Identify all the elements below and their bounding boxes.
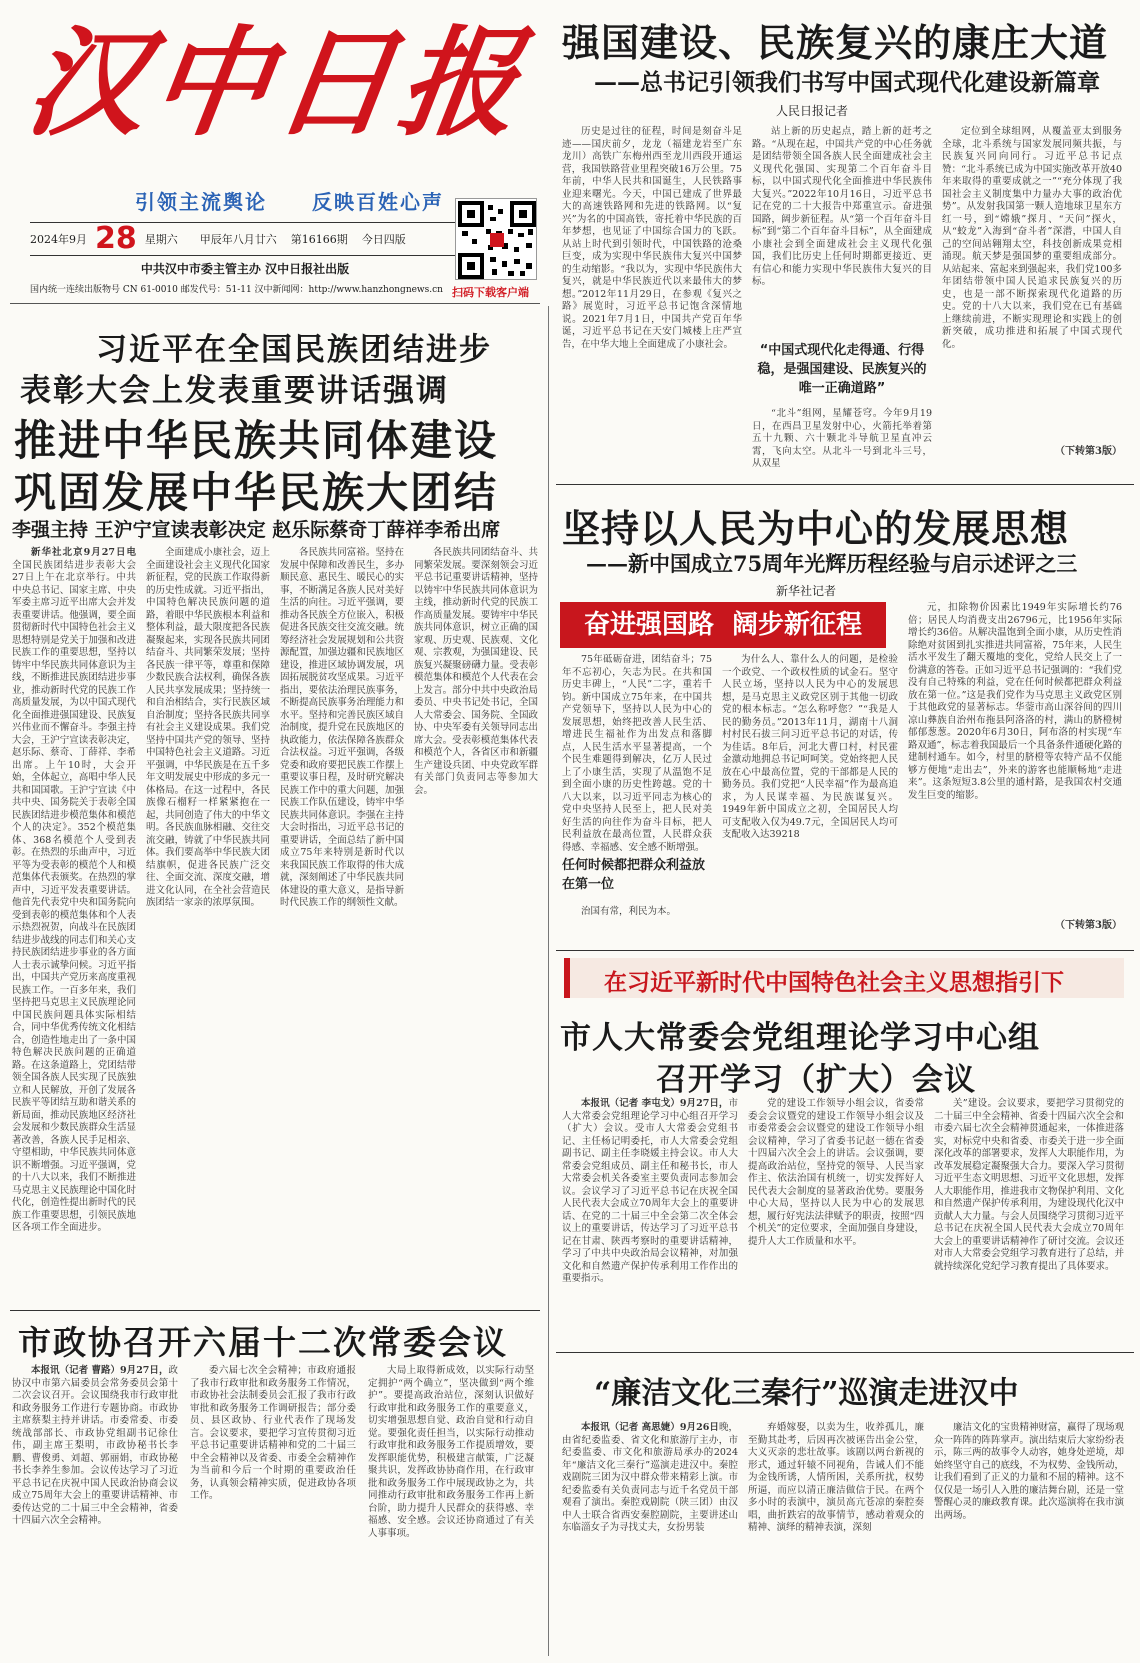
lead-text-1: 全国民族团结进步表彰大会27日上午在北京举行。中共中央总书记、国家主席、中央军委主席习近平出席大会并发表重要讲话。他强调，要全面贯彻新时代中国特色社会主义思想特别是党关于加强和改进民族工作的重要思想，坚持以铸牢中华民族共同体意识为主线，不断推进民族团结进步事业，推动新时代党的民族工作高质量发展，为以中国式现代化全面推进强国建设、民族复兴伟业而不懈奋斗。李强主持大会，王沪宁宣读表彰决定，赵乐际、蔡奇、丁薛祥、李希出席。上午10时，大会开始，全体起立，高唱中华人民共和国国歌。王沪宁宣读《中共中央、国务院关于表彰全国民族团结进步模范集体和模范个人的决定》。352个模范集体、368名模范个人受到表彰。在热烈的乐曲声中，习近平等为受表彰的模范个人和模范集体代表颁奖。在热烈的掌声中，习近平发表重要讲话。他首先代表党中央和国务院向受到表彰的模范集体和个人表示热烈祝贺，向战斗在民族团结进步战线的同志们和关心支持民族团结进步事业的各方面人士表示诚挚问候。习近平指出，中国共产党历来高度重视民族工作。一百多年来，我们坚持把马克思主义民族理论同中国民族问题具体实际相结合，同中华优秀传统文化相结合，创造性地走出了一条中国特色解决民族问题的正确道路。在这条道路上，党团结带领全国各族人民实现了民族独立和人民解放，开创了发展各民族平等团结互助和谐关系的新局面，推动民族地区经济社会发展和少数民族群众生活显著改善，各族人民手足相亲、守望相助，中华民族共同体意识不断增强。习近平强调，党的十八大以来，我们不断推进马克思主义民族理论中国化时代化，创造性提出新时代的民族工作重要思想，引领民族地区各项工作全面进步。 [12, 559, 136, 1233]
npc-banner [564, 958, 1124, 998]
npc-banner-text: 在习近平新时代中国特色社会主义思想指引下 [604, 970, 1064, 996]
qr-label: 扫码下载客户端 [452, 286, 529, 299]
feature-story-top [556, 0, 1136, 478]
column-divider [548, 306, 549, 1656]
cppcc-text-3: 大局上取得新成效，以实际行动坚定拥护“两个确立”，坚决做到“两个维护”。要提高政治站位，深刻认识做好行政审批和政务服务工作的重要意义，切实增强思想自觉、政治自觉和行动自觉。要强化责任担当，以实际行动推动行政审批和政务服务工作提质增效，要发挥职能优势，积极建言献策，广泛凝聚共识，发挥政协协商作用，在行政审批和政务服务工作中展现政协之为，共同推动行政审批和政务服务工作再上新台阶，助力提升人民群众的获得感、幸福感、安全感。会议还协商通过了有关人事事项。 [368, 1365, 534, 1539]
feature-top-pull-quote: “中国式现代化走得通、行得稳，是强国建设、民族复兴的唯一正确道路” [757, 343, 927, 396]
feature-mid-headline: 坚持以人民为中心的发展思想 [562, 507, 1070, 551]
dateline [30, 222, 460, 256]
npc-headline-line2: 召开学习（扩大）会议 [656, 1062, 976, 1098]
slogan-left: 引领主流舆论 [135, 190, 267, 214]
date-day: 28 [95, 221, 137, 256]
feature-mid-subhead: ——新中国成立75周年光辉历程经验与启示述评之三 [586, 551, 1078, 576]
feature-top-text-2: 站上新的历史起点，踏上新的赶考之路。“从现在起，中国共产党的中心任务就是团结带领全国各族人民全面建成社会主义现代化强国、实现第二个百年奋斗目标，以中国式现代化全面推进中华民族伟大复兴。”2022年10月16日，习近平总书记在党的二十大报告中郑重宣示。奋进强国路，阔步新征程。从“第一个百年奋斗目标”到“第二个百年奋斗目标”，从全面建成小康社会到全面建成社会主义现代化强国，我们比历史上任何时期都更接近、更有信心和能力实现中华民族伟大复兴的目标。 [752, 126, 932, 287]
npc-story [556, 956, 1136, 1341]
feature-mid-column-2 [722, 654, 898, 939]
divider [556, 484, 1134, 485]
culture-headline: “廉洁文化三秦行”巡演走进汉中 [594, 1376, 1019, 1411]
culture-byline: 本报讯（记者 高思婕）9月26日 [581, 1422, 719, 1433]
feature-story-mid [556, 490, 1136, 945]
divider [10, 1310, 540, 1311]
divider [556, 950, 1134, 951]
npc-column-1 [562, 1098, 738, 1333]
feature-top-column-1 [562, 126, 742, 466]
feature-top-subhead: ——总书记引领我们书写中国式现代化建设新篇章 [594, 69, 1100, 96]
npc-column-2 [748, 1098, 924, 1333]
feature-mid-text-3: 元，扣除物价因素比1949年实际增长约76倍；居民人均消费支出26796元，比1956年实际增长约36倍。从解决温饱到全面小康，从历史性消除绝对贫困到扎实推进共同富裕，75年来，人民生活水平发生了翻天覆地的变化，党给人民交上了一份满意的答卷。正如习近平总书记强调的：“我们党没有自己特殊的利益，党在任何时候都把群众利益放在第一位。”这是我们党作为马克思主义政党区别于其他政党的显著标志。华蓥市高山深谷间的四川凉山彝族自治州布拖县阿洛洛的村，满山的脐橙树郁郁葱葱。2020年6月30日，阿布洛的村实现“车路双通”，标志着我国最后一个具备条件通硬化路的建制村通车。如今，村里的脐橙等农特产品不仅能够方便地“走出去”，外来的游客也能顺畅地“走进来”。这条短短3.8公里的通村路，是我国农村交通发生巨变的缩影。 [908, 602, 1122, 801]
npc-text-2: 党的建设工作领导小组会议，省委常委会会议暨党的建设工作领导小组会议及市委常委会会议暨党的建设工作领导小组会议精神，学习了省委书记赵一德在省委十四届六次全会上的讲话。会议强调，要提高政治站位，坚持党的领导、人民当家作主、依法治国有机统一，切实发挥好人民代表大会制度的显著政治优势。要服务中心大局，坚持以人民为中心的发展思想，履行好宪法法律赋予的职责，按照“四个机关”的定位要求，全面加强自身建设，提升人大工作质量和水平。 [748, 1098, 924, 1247]
cppcc-column-1 [12, 1365, 178, 1655]
lead-column-1 [12, 547, 136, 1299]
culture-story [556, 1358, 1136, 1660]
publication-info: 国内统一连续出版物号 CN 61-0010 邮发代号：51-11 汉中新闻网：http://www.hanzhongnews.cn [30, 285, 443, 295]
culture-column-3 [934, 1422, 1124, 1656]
lead-column-4 [414, 547, 538, 1299]
feature-top-column-2 [752, 126, 932, 469]
page-count: 今日四版 [361, 233, 406, 246]
divider [10, 303, 540, 304]
lead-story [10, 310, 542, 1310]
lead-column-3 [280, 547, 404, 1299]
npc-column-3 [934, 1098, 1124, 1333]
lead-text-2: 全面建成小康社会，迈上全面建设社会主义现代化国家新征程，党的民族工作取得新的历史性成就。习近平指出，中国特色解决民族问题的道路，着眼中华民族根本利益和整体利益，最大限度把各民族凝聚起来，实现各民族共同团结奋斗、共同繁荣发展；坚持各民族一律平等，尊重和保障少数民族合法权利，确保各族人民共享发展成果；坚持统一和自治相结合，实行民族区域自治制度；坚持各民族共同享有社会主义建设成果。我们党坚持中国共产党的领导、坚持中国特色社会主义道路。习近平强调，中华民族是在五千多年文明发展史中形成的多元一体格局。在这一过程中，各民族像石榴籽一样紧紧抱在一起，共同创造了伟大的中华文明。各民族血脉相融、交往交流交融，铸就了中华民族共同体。我们要高举中华民族大团结旗帜，促进各民族广泛交往、全面交流、深度交融，增进文化认同，在全社会营造民族团结一家亲的浓厚氛围。 [146, 547, 270, 908]
feature-top-column-3 [942, 126, 1122, 466]
lead-headline-line1: 推进中华民族共同体建设 [14, 416, 499, 465]
feature-top-byline: 人民日报记者 [776, 104, 849, 118]
lead-byline: 新华社北京9月27日电 [31, 547, 136, 558]
feature-mid-banner: 奋进强国路 阔步新征程 [560, 602, 886, 648]
culture-text-3: 廉洁文化的宝贵精神财富，赢得了现场观众一阵阵的阵阵掌声。演出结束后大家纷纷表示，陈三两的故事令人动容，她身处逆境，却始终坚守自己的底线，不为权势、金钱所动，让我们看到了正义的力量和不屈的精神。这不仅仅是一场引人入胜的廉洁舞台剧，还是一堂警醒心灵的廉政教育课。此次巡演将在我市演出两场。 [934, 1422, 1125, 1521]
masthead [0, 0, 560, 300]
date-year-month: 2024年9月 [30, 233, 87, 246]
feature-top-text-2b: “北斗”组网，星耀苍穹。今年9月19日，在西昌卫星发射中心，火箭托举着第五十九颗、六十颗北斗导航卫星直冲云霄，飞向太空。从北斗一号到北斗三号，从双星 [752, 408, 932, 469]
cppcc-column-3 [368, 1365, 534, 1655]
cppcc-story [10, 1315, 542, 1660]
culture-text-2: 弃婚嫁娶，以卖为生，收养孤儿，廉至勤其赴考，后因再次被诬告出金公堂，大义灭亲的悲壮故事。该剧以两台新视的形式，通过轩辕不同视角，告诫人们不能为金钱所诱，人情所困，关系所扰，权势所逼，而应以清正廉洁做信于民。在两个多小时的表演中，演员高亢苍凉的秦腔奏唱，曲折跌宕的故事情节，感动着观众的精神、演绎的精神表演，深刻 [748, 1422, 924, 1533]
issue-number: 第16166期 [290, 233, 348, 246]
culture-text-1: 晚，由省纪委监委、省文化和旅游厅主办，市纪委监委、市文化和旅游局承办的2024年“廉洁文化三秦行”巡演走进汉中。秦腔戏剧院三团为汉中群众带来精彩上演。市纪委监委有关负责同志与近千名党员干部观看了演出。秦腔戏剧院（陕三团）由汉中人士联合省西安秦腔剧院，主要讲述山东临淄女子为寻找丈夫，女扮男装 [562, 1422, 738, 1533]
culture-column-1 [562, 1422, 738, 1656]
cppcc-byline: 本报讯（记者 曹路）9月27日， [31, 1365, 169, 1376]
npc-text-3: 关”建设。会议要求，要把学习贯彻党的二十届三中全会精神、省委十四届六次全会和市委六届七次全会精神贯通起来，一体推进落实，对标党中央和省委、市委关于进一步全面深化改革的部署要求，发挥人大职能作用，为改革发展稳定凝聚强大合力。要深入学习贯彻习近平生态文明思想、习近平文化思想，发挥人大职能作用，推进我市文物保护利用、文化和自然遗产保护传承利用，为建设现代化汉中贡献人大力量。与会人员围绕学习贯彻习近平总书记在庆祝全国人民代表大会成立70周年大会上的重要讲话精神作了研讨交流。会议还对市人大常委会党组学习教育进行了总结，并就持续深化党纪学习教育提出了具体要求。 [934, 1098, 1125, 1272]
feature-top-text-1: 历史是过往的征程，时间是刻奋斗足迹——国庆前夕，龙龙（福建龙岩至广东龙川）高铁广东梅州西至龙川西段开通运营，我国铁路营业里程突破16万公里。75年前，中华人民共和国诞生，人民铁路事业迎来曙光。今天，中国已建成了世界最大的高速铁路网和先进的铁路网。以“复兴”为名的中国高铁，寄托着中华民族的百年梦想，也见证了中国综合国力的飞跃。从站上时代到引领时代，中国铁路的沧桑巨变，成为实现中华民族伟大复兴中国梦的生动缩影。“我以为，实现中华民族伟大复兴，就是中华民族近代以来最伟大的梦想。”2012年11月29日，在参观《复兴之路》展览时，习近平总书记饱含深情地说。2021年7月1日，中国共产党百年华诞，习近平总书记在天安门城楼上庄严宣告，在中华大地上全面建成了小康社会。 [562, 126, 742, 350]
lead-text-3: 各民族共同富裕。坚持在发展中保障和改善民生，多办顺民意、惠民生、暖民心的实事，不断满足各族人民对美好生活的向往。习近平强调，要推动各民族全方位嵌入，积极促进各民族交往交流交融。统筹经济社会发展规划和公共资源配置，加强边疆和民族地区建设，推进区域协调发展，巩固拓展脱贫攻坚成果。习近平指出，要依法治理民族事务，不断提高民族事务治理能力和水平。坚持和完善民族区域自治制度，提升党在民族地区的执政能力，依法保障各族群众合法权益。习近平强调，各级党委和政府要把民族工作摆上重要议事日程，及时研究解决民族工作中的重大问题，加强民族工作队伍建设，铸牢中华民族共同体意识。李强在主持大会时指出，习近平总书记的重要讲话，全面总结了新中国成立75年来特别是新时代以来我国民族工作取得的伟大成就，深刻阐述了中华民族共同体建设的重大意义，是指导新时代民族工作的纲领性文献。 [280, 547, 404, 908]
npc-byline: 本报讯（记者 李屯戈）9月27日， [581, 1098, 729, 1109]
slogan-right: 反映百姓心声 [312, 190, 444, 214]
cppcc-text-1: 政协汉中市第六届委员会常务委员会第十二次会议召开。会议围绕我市行政审批和政务服务工作进行专题协商。市政协主席蔡梨主持并讲话。市委常委、市委统战部部长、市政协党组副书记徐仕伟，副主席王梨明，市政协秘书长李鹏、曹俊勇、刘超、郭丽娟，市政协秘书长李养生参加。会议传达学习了习近平总书记在庆祝中国人民政治协商会议成立75周年大会上的重要讲话精神、市委传达党的二十届三中全会精神，省委十四届六次全会精神。 [12, 1365, 178, 1526]
feature-mid-text-2: 为什么人、靠什么人的问题，是检验一个政党、一个政权性质的试金石。坚守人民立场，坚持以人民为中心的发展思想，是马克思主义政党区别于其他一切政党的根本标志。“怎么称呼您？”“我是人民的勤务员。”2013年11月，湖南十八洞村村民石拔三问习近平总书记的对话，传为佳话。8年后，河北大曹口村，村民霍金激动地拥总书记呵呵笑。党始终把人民放在心中最高位置，党的干部都是人民的勤务员。我们党把“人民幸福”作为最高追求，为人民谋幸福、为民族谋复兴。1949年新中国成立之初，全国居民人均可支配收入仅为49.7元，全国居民人均可支配收入达39218 [722, 654, 898, 840]
cppcc-headline: 市政协召开六届十二次常委会议 [18, 1323, 508, 1362]
cppcc-column-2 [190, 1365, 356, 1655]
feature-mid-text-1: 75年砥砺奋进，团结奋斗；75年不忘初心，矢志为民。在共和国历史丰碑上，“人民”二字，重若千钧。新中国成立75年来，在中国共产党领导下，坚持以人民为中心的发展思想，始终把改善人民生活、增进民生福祉作为出发点和落脚点，人民生活水平显著提高，一个个民生难题得到解决，亿万人民过上了小康生活，实现了从温饱不足到全面小康的历史性跨越。党的十八大以来，以习近平同志为核心的党中央坚持人民至上，把人民对美好生活的向往作为奋斗目标，把人民利益放在最高位置，人民群众获得感、幸福感、安全感不断增强。 [562, 654, 712, 853]
feature-mid-pull-quote: 任何时候都把群众利益放在第一位 [562, 858, 706, 892]
feature-top-headline: 强国建设、民族复兴的康庄大道 [562, 21, 1109, 65]
weekday: 星期六 [144, 233, 178, 246]
culture-column-2 [748, 1422, 924, 1656]
newspaper-logo: 汉中日报 [18, 13, 534, 152]
cppcc-text-2: 委六届七次全会精神；市政府通报了我市行政审批和政务服务工作情况，市政协社会法制委员会汇报了我市行政审批和政务服务工作调研报告；部分委员、县区政协、行业代表作了现场发言。会议要求，要把学习宣传贯彻习近平总书记重要讲话精神和党的二十届三中全会精神以及省委、市委全会精神作为当前和今后一个时期的重要政治任务，认真领会精神实质，促进政协各项工作。 [190, 1365, 356, 1501]
npc-headline-line1: 市人大常委会党组理论学习中心组 [560, 1020, 1040, 1056]
lead-column-2 [146, 547, 270, 1299]
feature-mid-column-1 [562, 654, 712, 939]
feature-mid-column-3 [908, 602, 1122, 939]
lead-kicker-line2: 表彰大会上发表重要讲话强调 [20, 373, 449, 409]
divider [556, 1352, 1134, 1353]
feature-mid-byline: 新华社记者 [776, 584, 837, 598]
sponsor-line: 中共汉中市委主管主办 汉中日报社出版 [140, 262, 350, 276]
continued-note: （下转第3版） [1055, 446, 1122, 457]
lead-headline-line2: 巩固发展中华民族大团结 [14, 468, 499, 517]
npc-text-1: 市人大常委会党组理论学习中心组召开学习（扩大）会议。受市人大常委会党组书记、主任杨记明委托，市人大常委会党组副书记、副主任李晓媛主持会议。市人大常委会党组成员、副主任和秘书长，市人大常委会机关各委室主要负责同志参加会议。会议学习了习近平总书记在庆祝全国人民代表大会成立70周年大会上的重要讲话、在党的二十届三中全会第二次全体会议上的重要讲话，传达学习了习近平总书记在甘肃、陕西考察时的重要讲话精神，学习了中共中央政治局会议精神，对加强文化和自然遗产保护传承利用工作作出的重要指示。 [562, 1098, 738, 1284]
lead-kicker-line1: 习近平在全国民族团结进步 [96, 332, 492, 368]
lead-subhead: 李强主持 王沪宁宣读表彰决定 赵乐际蔡奇丁薛祥李希出席 [12, 519, 501, 541]
lunar-date: 甲辰年八月廿六 [199, 233, 277, 246]
continued-note: （下转第3版） [1055, 920, 1122, 931]
feature-mid-text-1b: 治国有常，利民为本。 [581, 906, 677, 917]
lead-text-4: 各民族共同团结奋斗、共同繁荣发展。要深刻领会习近平总书记重要讲话精神，坚持以铸牢中华民族共同体意识为主线，推动新时代党的民族工作高质量发展。要铸牢中华民族共同体意识，树立正确的国家观、历史观、民族观、文化观、宗教观，为强国建设、民族复兴凝聚磅礴力量。受表彰模范集体和模范个人代表在会上发言。部分中共中央政治局委员、中央书记处书记，全国人大常委会、国务院、全国政协、中央军委有关领导同志出席大会。受表彰模范集体代表和模范个人，各省区市和新疆生产建设兵团、中央党政军群有关部门负责同志等参加大会。 [414, 547, 538, 796]
feature-top-text-3: 定位到全球组网，从覆盖亚太到服务全球，北斗系统与国家发展同频共振，与民族复兴同向同行。习近平总书记点赞：“北斗系统已成为中国实施改革开放40年来取得的重要成就之一”“充分体现了我国社会主义制度集中力量办大事的政治优势”。从发射我国第一颗人造地球卫星东方红一号，到“嫦娥”探月、“天问”探火，从“蛟龙”入海到“奋斗者”深潜，中国人自己的空间站翱翔太空，科技创新成果竞相涌现。航天梦是强国梦的重要组成部分。从站起来、富起来到强起来，我们党100多年团结带领中国人民追求民族复兴的历史，也是一部不断探索现代化道路的历史。党的十八大以来，我们党在已有基础上继续前进，不断实现理论和实践上的创新突破，成功推进和拓展了中国式现代化。 [942, 126, 1122, 350]
qr-code-icon[interactable] [455, 198, 537, 280]
